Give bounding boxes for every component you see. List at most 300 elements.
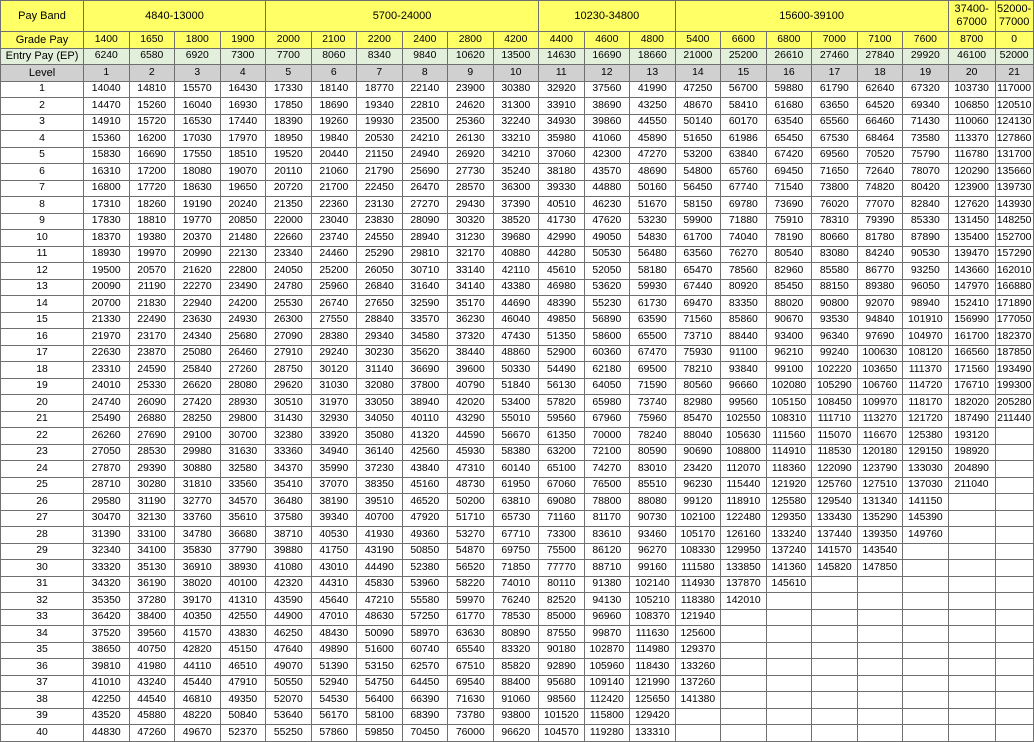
pay-cell (812, 708, 858, 725)
level-number-cell: 12 (584, 65, 630, 82)
pay-cell: 96050 (903, 279, 949, 296)
pay-cell: 152700 (995, 230, 1033, 247)
pay-cell (812, 725, 858, 742)
pay-band-cell: 10230-34800 (539, 1, 676, 32)
pay-cell: 52050 (584, 263, 630, 280)
pay-cell: 101520 (539, 708, 585, 725)
pay-cell: 17440 (220, 114, 266, 131)
pay-cell: 51840 (493, 378, 539, 395)
pay-cell: 35410 (266, 477, 312, 494)
pay-cell: 56480 (630, 246, 676, 263)
pay-cell (721, 708, 767, 725)
pay-cell: 33050 (357, 395, 403, 412)
pay-cell: 22360 (311, 197, 357, 214)
pay-cell: 71850 (493, 560, 539, 577)
pay-cell: 18690 (311, 98, 357, 115)
pay-cell: 90800 (812, 296, 858, 313)
pay-cell: 27650 (357, 296, 403, 313)
pay-cell: 96620 (493, 725, 539, 742)
pay-cell: 34580 (402, 329, 448, 346)
pay-cell: 24210 (402, 131, 448, 148)
pay-cell: 24340 (175, 329, 221, 346)
pay-cell: 34100 (129, 543, 175, 560)
pay-cell (995, 708, 1033, 725)
pay-cell: 28750 (266, 362, 312, 379)
pay-cell: 58600 (584, 329, 630, 346)
pay-cell: 14810 (129, 81, 175, 98)
grade-pay-label: Grade Pay (1, 32, 84, 49)
pay-cell: 75930 (675, 345, 721, 362)
pay-cell: 75910 (766, 213, 812, 230)
pay-cell (812, 576, 858, 593)
pay-cell (995, 477, 1033, 494)
entry-pay-cell: 7300 (220, 48, 266, 65)
pay-cell: 32590 (402, 296, 448, 313)
pay-cell (995, 527, 1033, 544)
pay-cell: 42820 (175, 642, 221, 659)
pay-cell: 33560 (220, 477, 266, 494)
level-number-cell: 21 (995, 65, 1033, 82)
pay-cell: 44280 (539, 246, 585, 263)
pay-cell: 83350 (721, 296, 767, 313)
pay-cell: 118380 (675, 593, 721, 610)
pay-cell: 20240 (220, 197, 266, 214)
pay-cell: 29620 (266, 378, 312, 395)
pay-cell: 85450 (766, 279, 812, 296)
pay-cell: 33910 (539, 98, 585, 115)
entry-pay-cell: 27840 (857, 48, 903, 65)
pay-cell: 40110 (402, 411, 448, 428)
pay-cell: 55250 (266, 725, 312, 742)
pay-cell: 129420 (630, 708, 676, 725)
pay-cell: 24780 (266, 279, 312, 296)
level-number-cell: 9 (448, 65, 494, 82)
pay-cell: 22810 (402, 98, 448, 115)
pay-cell (766, 725, 812, 742)
pay-cell: 69560 (812, 147, 858, 164)
pay-cell: 33360 (266, 444, 312, 461)
pay-cell: 86770 (857, 263, 903, 280)
pay-cell: 21190 (129, 279, 175, 296)
pay-cell: 80110 (539, 576, 585, 593)
grade-pay-cell: 2200 (357, 32, 403, 49)
pay-cell: 23870 (129, 345, 175, 362)
pay-cell: 62570 (402, 659, 448, 676)
pay-cell: 85510 (630, 477, 676, 494)
pay-cell: 137870 (721, 576, 767, 593)
pay-cell: 66460 (857, 114, 903, 131)
pay-cell: 29390 (129, 461, 175, 478)
table-row (1, 692, 1034, 709)
pay-cell: 78530 (493, 609, 539, 626)
pay-cell: 23740 (311, 230, 357, 247)
pay-cell: 31190 (129, 494, 175, 511)
pay-cell: 119280 (584, 725, 630, 742)
pay-cell (995, 510, 1033, 527)
pay-cell: 87550 (539, 626, 585, 643)
pay-cell: 48430 (311, 626, 357, 643)
pay-cell: 53620 (584, 279, 630, 296)
pay-cell: 17830 (84, 213, 130, 230)
pay-cell: 50850 (402, 543, 448, 560)
pay-cell: 16530 (175, 114, 221, 131)
pay-cell (812, 659, 858, 676)
pay-cell: 42550 (220, 609, 266, 626)
pay-cell (995, 593, 1033, 610)
pay-cell: 42110 (493, 263, 539, 280)
pay-cell: 68390 (402, 708, 448, 725)
pay-cell: 69470 (675, 296, 721, 313)
pay-cell: 69540 (448, 675, 494, 692)
pay-cell: 129370 (675, 642, 721, 659)
entry-pay-label: Entry Pay (EP) (1, 48, 84, 65)
pay-cell: 91380 (584, 576, 630, 593)
table-row (1, 609, 1034, 626)
pay-cell: 105960 (584, 659, 630, 676)
row-index-cell: 32 (1, 593, 84, 610)
pay-cell: 22800 (220, 263, 266, 280)
pay-cell: 71590 (630, 378, 676, 395)
table-row (1, 263, 1034, 280)
table-row (1, 477, 1034, 494)
pay-cell: 29100 (175, 428, 221, 445)
pay-cell: 18630 (175, 180, 221, 197)
grade-pay-cell: 4600 (584, 32, 630, 49)
pay-cell: 35080 (357, 428, 403, 445)
pay-cell (903, 692, 949, 709)
entry-pay-cell: 25200 (721, 48, 767, 65)
table-row (1, 659, 1034, 676)
pay-cell: 35610 (220, 510, 266, 527)
pay-cell: 39170 (175, 593, 221, 610)
pay-cell: 147970 (948, 279, 995, 296)
pay-cell: 30230 (357, 345, 403, 362)
pay-cell (857, 659, 903, 676)
table-row (1, 164, 1034, 181)
pay-cell: 24200 (220, 296, 266, 313)
pay-cell: 108310 (766, 411, 812, 428)
pay-cell: 47620 (584, 213, 630, 230)
pay-cell (948, 510, 995, 527)
pay-cell: 133310 (630, 725, 676, 742)
pay-cell: 42990 (539, 230, 585, 247)
pay-cell: 112420 (584, 692, 630, 709)
pay-cell: 73780 (448, 708, 494, 725)
pay-cell: 26880 (129, 411, 175, 428)
pay-cell: 20700 (84, 296, 130, 313)
pay-cell: 49670 (175, 725, 221, 742)
pay-cell: 93800 (493, 708, 539, 725)
pay-cell (948, 576, 995, 593)
pay-cell: 41310 (220, 593, 266, 610)
pay-cell: 115070 (812, 428, 858, 445)
pay-cell: 46520 (402, 494, 448, 511)
pay-cell: 118430 (630, 659, 676, 676)
pay-cell: 34940 (311, 444, 357, 461)
row-index-cell: 17 (1, 345, 84, 362)
pay-cell: 67960 (584, 411, 630, 428)
pay-cell: 123900 (948, 180, 995, 197)
entry-pay-cell: 8060 (311, 48, 357, 65)
pay-cell: 78190 (766, 230, 812, 247)
pay-cell: 52940 (311, 675, 357, 692)
pay-cell: 56890 (584, 312, 630, 329)
pay-cell: 49890 (311, 642, 357, 659)
level-number-cell: 3 (175, 65, 221, 82)
pay-cell: 39600 (448, 362, 494, 379)
pay-cell: 49070 (266, 659, 312, 676)
pay-cell: 141570 (812, 543, 858, 560)
pay-cell: 26130 (448, 131, 494, 148)
pay-cell: 32770 (175, 494, 221, 511)
pay-cell: 125380 (903, 428, 949, 445)
pay-cell: 32380 (266, 428, 312, 445)
row-index-cell: 35 (1, 642, 84, 659)
entry-pay-cell: 52000 (995, 48, 1033, 65)
pay-cell: 63630 (448, 626, 494, 643)
pay-cell: 64050 (584, 378, 630, 395)
pay-cell: 105170 (675, 527, 721, 544)
pay-cell: 43250 (630, 98, 676, 115)
pay-cell: 24740 (84, 395, 130, 412)
pay-cell (995, 626, 1033, 643)
pay-cell: 41060 (584, 131, 630, 148)
pay-cell: 39680 (493, 230, 539, 247)
pay-cell: 24930 (220, 312, 266, 329)
pay-cell: 20850 (220, 213, 266, 230)
pay-cell: 129950 (721, 543, 767, 560)
pay-cell: 66390 (402, 692, 448, 709)
pay-cell: 40700 (357, 510, 403, 527)
pay-cell: 102100 (675, 510, 721, 527)
pay-cell: 93530 (812, 312, 858, 329)
pay-cell: 31390 (84, 527, 130, 544)
table-row (1, 296, 1034, 313)
pay-cell: 59900 (675, 213, 721, 230)
pay-cell: 71540 (766, 180, 812, 197)
row-index-cell: 14 (1, 296, 84, 313)
pay-cell: 114720 (903, 378, 949, 395)
pay-cell: 58180 (630, 263, 676, 280)
row-index-cell: 30 (1, 560, 84, 577)
pay-cell (903, 609, 949, 626)
pay-cell: 20530 (357, 131, 403, 148)
grade-pay-cell: 1650 (129, 32, 175, 49)
grade-pay-cell: 1400 (84, 32, 130, 49)
pay-cell: 171890 (995, 296, 1033, 313)
pay-cell: 21150 (357, 147, 403, 164)
pay-cell: 16800 (84, 180, 130, 197)
pay-cell: 41080 (266, 560, 312, 577)
pay-cell: 56130 (539, 378, 585, 395)
pay-band-cell: 4840-13000 (84, 1, 266, 32)
pay-cell: 103730 (948, 81, 995, 98)
pay-cell: 47430 (493, 329, 539, 346)
pay-cell: 106850 (948, 98, 995, 115)
pay-cell: 53230 (630, 213, 676, 230)
pay-cell: 20110 (266, 164, 312, 181)
pay-cell: 44900 (266, 609, 312, 626)
pay-cell: 133030 (903, 461, 949, 478)
pay-cell: 129150 (903, 444, 949, 461)
pay-cell: 30710 (402, 263, 448, 280)
pay-cell: 38440 (448, 345, 494, 362)
pay-cell: 47310 (448, 461, 494, 478)
pay-cell: 123790 (857, 461, 903, 478)
pay-cell: 94840 (857, 312, 903, 329)
pay-cell: 127510 (857, 477, 903, 494)
pay-cell: 45160 (402, 477, 448, 494)
pay-cell: 44830 (84, 725, 130, 742)
pay-cell: 83080 (812, 246, 858, 263)
pay-cell: 65540 (448, 642, 494, 659)
pay-band-cell: 52000-77000 (995, 1, 1033, 32)
pay-cell (995, 543, 1033, 560)
pay-cell: 50090 (357, 626, 403, 643)
pay-cell: 102080 (766, 378, 812, 395)
pay-cell: 51710 (448, 510, 494, 527)
pay-cell: 211440 (995, 411, 1033, 428)
pay-cell: 31230 (448, 230, 494, 247)
pay-cell: 23500 (402, 114, 448, 131)
pay-cell: 157290 (995, 246, 1033, 263)
pay-cell: 37580 (266, 510, 312, 527)
entry-pay-cell: 10620 (448, 48, 494, 65)
pay-cell: 19260 (311, 114, 357, 131)
pay-cell: 111560 (766, 428, 812, 445)
pay-cell: 57820 (539, 395, 585, 412)
pay-cell: 166880 (995, 279, 1033, 296)
pay-cell: 54830 (630, 230, 676, 247)
pay-cell: 88440 (721, 329, 767, 346)
pay-cell: 47250 (675, 81, 721, 98)
pay-cell: 20440 (311, 147, 357, 164)
pay-cell: 72640 (857, 164, 903, 181)
pay-cell: 55230 (584, 296, 630, 313)
pay-cell (903, 725, 949, 742)
entry-pay-cell: 21000 (675, 48, 721, 65)
pay-cell: 51670 (630, 197, 676, 214)
pay-cell: 41930 (357, 527, 403, 544)
pay-cell: 44550 (630, 114, 676, 131)
pay-cell: 85860 (721, 312, 767, 329)
pay-cell: 59930 (630, 279, 676, 296)
entry-pay-cell: 9840 (402, 48, 448, 65)
pay-cell: 51650 (675, 131, 721, 148)
pay-cell: 37390 (493, 197, 539, 214)
pay-cell (948, 659, 995, 676)
pay-cell: 115800 (584, 708, 630, 725)
grade-pay-cell: 6800 (766, 32, 812, 49)
pay-cell: 73300 (539, 527, 585, 544)
pay-cell: 21330 (84, 312, 130, 329)
pay-cell: 49850 (539, 312, 585, 329)
pay-cell: 50140 (675, 114, 721, 131)
pay-cell: 75500 (539, 543, 585, 560)
row-index-cell: 36 (1, 659, 84, 676)
pay-cell: 52370 (220, 725, 266, 742)
pay-cell: 38520 (493, 213, 539, 230)
pay-cell: 39860 (584, 114, 630, 131)
pay-cell: 42320 (266, 576, 312, 593)
pay-cell: 55580 (402, 593, 448, 610)
pay-cell: 31300 (493, 98, 539, 115)
pay-cell: 51350 (539, 329, 585, 346)
pay-cell: 61700 (675, 230, 721, 247)
entry-pay-cell: 8340 (357, 48, 403, 65)
pay-cell: 18140 (311, 81, 357, 98)
pay-cell: 42560 (402, 444, 448, 461)
pay-cell: 129350 (766, 510, 812, 527)
pay-cell: 56700 (721, 81, 767, 98)
pay-cell: 30380 (493, 81, 539, 98)
pay-cell (812, 692, 858, 709)
pay-cell: 50530 (584, 246, 630, 263)
pay-cell: 61986 (721, 131, 767, 148)
pay-cell: 38020 (175, 576, 221, 593)
pay-band-row (1, 1, 1034, 32)
pay-cell: 23490 (220, 279, 266, 296)
pay-cell: 161700 (948, 329, 995, 346)
pay-cell: 177050 (995, 312, 1033, 329)
pay-cell: 43570 (584, 164, 630, 181)
grade-pay-cell: 4400 (539, 32, 585, 49)
pay-cell: 47260 (129, 725, 175, 742)
pay-cell: 24010 (84, 378, 130, 395)
pay-cell: 49360 (402, 527, 448, 544)
pay-cell: 30510 (266, 395, 312, 412)
pay-cell: 63540 (766, 114, 812, 131)
grade-pay-cell: 4200 (493, 32, 539, 49)
pay-cell: 28090 (402, 213, 448, 230)
pay-cell: 48860 (493, 345, 539, 362)
pay-cell: 35170 (448, 296, 494, 313)
pay-cell: 70000 (584, 428, 630, 445)
pay-cell: 25680 (220, 329, 266, 346)
table-row (1, 98, 1034, 115)
pay-cell: 82980 (675, 395, 721, 412)
pay-cell: 88710 (584, 560, 630, 577)
pay-cell: 32080 (357, 378, 403, 395)
pay-cell: 78070 (903, 164, 949, 181)
pay-cell: 18510 (220, 147, 266, 164)
pay-cell (948, 642, 995, 659)
pay-cell: 143660 (948, 263, 995, 280)
row-index-cell: 18 (1, 362, 84, 379)
level-number-cell: 15 (721, 65, 767, 82)
pay-cell: 14040 (84, 81, 130, 98)
row-index-cell: 23 (1, 444, 84, 461)
pay-cell: 27550 (311, 312, 357, 329)
pay-cell: 112070 (721, 461, 767, 478)
pay-cell: 142010 (721, 593, 767, 610)
pay-cell: 50160 (630, 180, 676, 197)
pay-cell: 38400 (129, 609, 175, 626)
pay-cell: 120290 (948, 164, 995, 181)
level-number-cell: 7 (357, 65, 403, 82)
pay-cell: 120510 (995, 98, 1033, 115)
pay-cell: 73800 (812, 180, 858, 197)
pay-cell: 24940 (402, 147, 448, 164)
pay-cell: 17200 (129, 164, 175, 181)
pay-cell: 34050 (357, 411, 403, 428)
row-index-cell: 5 (1, 147, 84, 164)
pay-cell: 37060 (539, 147, 585, 164)
row-index-cell: 11 (1, 246, 84, 263)
pay-cell: 69080 (539, 494, 585, 511)
pay-cell: 53400 (493, 395, 539, 412)
level-number-cell: 19 (903, 65, 949, 82)
